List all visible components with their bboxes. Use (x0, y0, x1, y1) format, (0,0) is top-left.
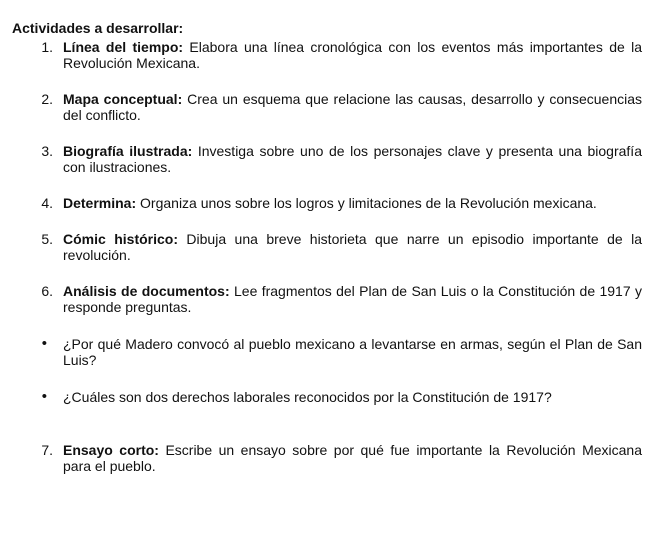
list-item-6 (12, 283, 642, 315)
list-text (63, 91, 642, 123)
activities-heading: Actividades a desarrollar: (12, 20, 184, 36)
list-number: 1. (41, 39, 53, 55)
list-item-7 (12, 442, 642, 474)
bullet-icon: • (41, 388, 47, 405)
item-description: Organiza unos sobre los logros y limitaciones de la Revolución mexicana. (136, 195, 597, 211)
item-description: ¿Por qué Madero convocó al pueblo mexicano a levantarse en armas, según el Plan de San Luis? (63, 336, 642, 368)
list-text (63, 39, 642, 71)
list-text (63, 195, 642, 211)
item-description: Lee fragmentos del Plan de San Luis o la Constitución de 1917 y responde preguntas. (63, 283, 642, 315)
item-description: ¿Cuáles son dos derechos laborales reconocidos por la Constitución de 1917? (63, 389, 552, 405)
bullet-question-1 (12, 336, 642, 368)
item-term: Cómic histórico: (63, 231, 178, 247)
list-number: 2. (41, 91, 53, 107)
item-term: Análisis de documentos: (63, 283, 230, 299)
bullet-icon: • (41, 335, 47, 352)
item-term: Ensayo corto: (63, 442, 159, 458)
item-term: Mapa conceptual: (63, 91, 183, 107)
list-number: 4. (41, 195, 53, 211)
item-term: Determina: (63, 195, 137, 211)
list-number: 7. (41, 442, 53, 458)
list-item-3 (12, 143, 642, 175)
list-number: 5. (41, 231, 53, 247)
item-description: Dibuja una breve historieta que narre un episodio importante de la revolución. (63, 231, 642, 263)
list-number: 6. (41, 283, 53, 299)
list-number: 3. (41, 143, 53, 159)
item-description: Crea un esquema que relacione las causas, desarrollo y consecuencias del conflicto. (63, 91, 643, 123)
list-text (63, 231, 642, 263)
item-term: Biografía ilustrada: (63, 143, 193, 159)
question-text (63, 389, 642, 405)
item-term: Línea del tiempo: (63, 39, 184, 55)
list-item-5 (12, 231, 642, 263)
list-text (63, 442, 642, 474)
item-description: Investiga sobre uno de los personajes clave y presenta una biografía con ilustraciones. (63, 143, 642, 175)
list-text (63, 143, 642, 175)
bullet-question-2 (12, 389, 642, 405)
item-description: Elabora una línea cronológica con los eventos más importantes de la Revolución Mexicana. (63, 39, 643, 71)
question-text (63, 336, 642, 368)
list-item-1 (12, 39, 642, 71)
list-item-2 (12, 91, 642, 123)
list-text (63, 283, 642, 315)
item-description: Escribe un ensayo sobre por qué fue importante la Revolución Mexicana para el pueblo. (63, 442, 642, 474)
list-item-4 (12, 195, 642, 211)
